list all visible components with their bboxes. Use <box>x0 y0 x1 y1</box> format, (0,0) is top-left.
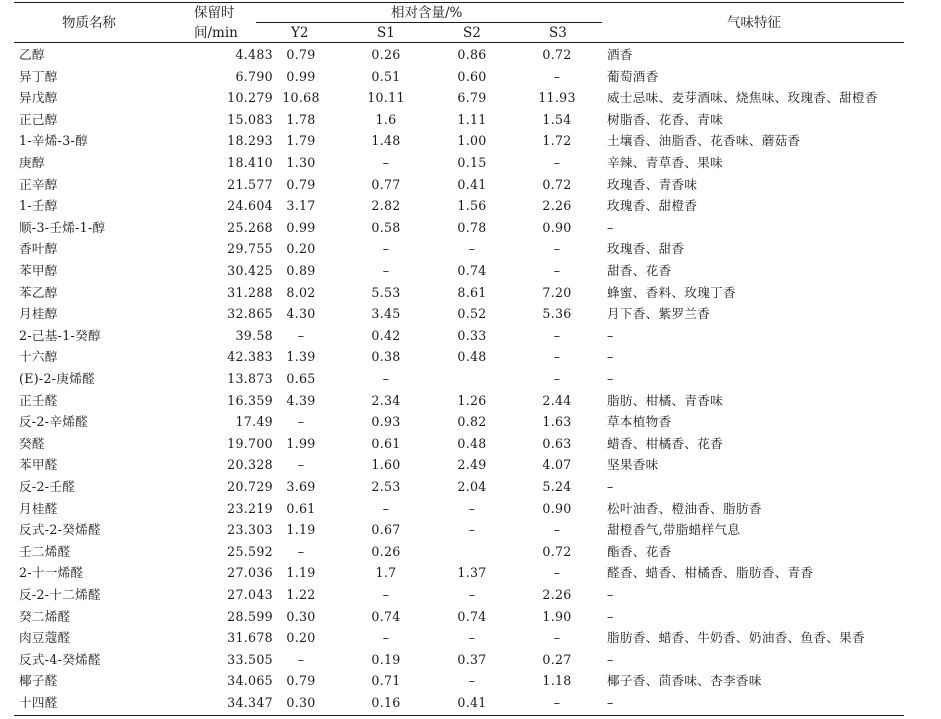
content-y2: 0.30 <box>286 695 316 710</box>
retention-time: 28.599 <box>227 608 273 624</box>
retention-time: 17.49 <box>235 414 273 430</box>
content-s1: 0.19 <box>371 651 401 667</box>
retention-time: 23.303 <box>227 522 273 538</box>
odor-description: 草本植物香 <box>607 414 672 430</box>
odor-description: 脂肪香、蜡香、牛奶香、奶油香、鱼香、果香 <box>607 630 865 646</box>
content-s1: 0.77 <box>371 176 401 192</box>
content-y2: 0.65 <box>286 371 316 386</box>
table-row <box>14 66 904 88</box>
compound-name: 癸二烯醛 <box>19 608 71 624</box>
compound-name: 十六醇 <box>19 349 58 365</box>
content-s3: 0.72 <box>542 176 572 192</box>
content-y2: 1.19 <box>286 565 316 581</box>
content-s3: 1.54 <box>542 111 572 127</box>
content-s3: 0.90 <box>542 219 572 235</box>
odor-description: – <box>607 651 614 667</box>
content-y2: 0.89 <box>286 263 316 278</box>
content-s1: 0.42 <box>371 327 401 343</box>
content-s3: 1.72 <box>542 133 572 149</box>
content-y2: 1.30 <box>286 155 316 170</box>
content-s1: – <box>382 155 390 170</box>
content-s1: 2.34 <box>371 392 401 408</box>
content-y2: 0.79 <box>286 673 316 689</box>
content-s3: – <box>553 630 561 646</box>
content-s1: 2.82 <box>371 198 401 214</box>
odor-description: 玫瑰香、甜香 <box>607 241 685 257</box>
odor-description: 酒香 <box>607 47 633 62</box>
content-y2: 0.99 <box>286 68 316 84</box>
table-row <box>14 606 904 628</box>
retention-time: 18.293 <box>227 133 273 149</box>
compound-name: (E)-2-庚烯醛 <box>19 371 96 386</box>
retention-time: 18.410 <box>227 155 273 170</box>
content-s2: 1.11 <box>457 111 487 127</box>
content-s2: 0.41 <box>457 695 487 710</box>
content-y2: 3.69 <box>286 479 316 494</box>
content-y2: 10.68 <box>282 90 320 106</box>
odor-description: – <box>607 219 614 235</box>
retention-time: 30.425 <box>227 263 273 278</box>
retention-time: 13.873 <box>227 371 273 386</box>
content-s2: – <box>468 522 476 538</box>
odor-description: 辛辣、青草香、果味 <box>607 155 724 170</box>
content-s1: 1.6 <box>375 111 397 127</box>
table-row <box>14 498 904 520</box>
content-s2: 0.86 <box>457 47 487 62</box>
compound-name: 反-2-十二烯醛 <box>19 587 101 602</box>
content-s3: – <box>553 241 561 257</box>
retention-time: 21.577 <box>227 176 273 192</box>
content-s1: 0.61 <box>371 435 401 451</box>
retention-time: 19.700 <box>227 435 273 451</box>
content-s3: 5.36 <box>542 306 572 322</box>
table-row <box>14 303 904 325</box>
table-row <box>14 454 904 476</box>
content-y2: – <box>297 543 305 559</box>
content-s2: 0.74 <box>457 608 487 624</box>
content-s1: – <box>382 241 390 257</box>
table-row <box>14 238 904 260</box>
content-s2 <box>432 541 512 563</box>
odor-description: 椰子香、茴香味、杏李香味 <box>607 673 762 689</box>
table-row <box>14 346 904 368</box>
content-s3: 0.72 <box>542 543 572 559</box>
content-y2: 1.78 <box>286 111 316 127</box>
odor-description: 醛香、蜡香、柑橘香、脂肪香、青香 <box>607 565 814 581</box>
content-s3: 2.26 <box>542 198 572 214</box>
header-name: 物质名称 <box>62 15 116 31</box>
compound-name: 月桂醇 <box>19 306 58 322</box>
odor-description: 葡萄酒香 <box>607 68 659 84</box>
content-s2: 0.74 <box>457 263 487 278</box>
content-y2: 0.99 <box>286 219 316 235</box>
retention-time: 20.729 <box>227 479 273 494</box>
content-s1: 2.53 <box>371 479 401 494</box>
odor-description: 松叶油香、橙油香、脂肪香 <box>607 500 762 516</box>
content-s2: 0.48 <box>457 349 487 365</box>
compound-name: 苯甲醇 <box>19 263 58 278</box>
compound-name: 2-十一烯醛 <box>19 565 84 581</box>
content-s1: 0.74 <box>371 608 401 624</box>
content-y2: 0.79 <box>286 176 316 192</box>
content-y2: 3.17 <box>286 198 316 214</box>
table-row <box>14 87 904 109</box>
content-s2: 1.00 <box>457 133 487 149</box>
table-row <box>14 476 904 498</box>
content-s3: – <box>553 565 561 581</box>
table-row <box>14 584 904 606</box>
table-row <box>14 109 904 131</box>
compound-name: 月桂醛 <box>19 500 58 516</box>
content-s3: – <box>553 349 561 365</box>
group-rule <box>256 22 602 23</box>
content-s3: 0.27 <box>542 651 572 667</box>
odor-description: – <box>607 327 614 343</box>
content-y2: 0.30 <box>286 608 316 624</box>
content-s1: 1.7 <box>375 565 397 581</box>
content-s3: – <box>553 327 561 343</box>
content-s2: 0.78 <box>457 219 487 235</box>
table-row <box>14 670 904 692</box>
content-s2: 0.82 <box>457 414 487 430</box>
content-y2: 4.39 <box>286 392 316 408</box>
content-y2: 1.39 <box>286 349 316 365</box>
header-sample-s1: S1 <box>377 25 395 41</box>
retention-time: 4.483 <box>235 47 273 62</box>
odor-description: – <box>607 695 614 710</box>
retention-time: 10.279 <box>227 90 273 106</box>
header-rt-line1: 保留时 <box>194 5 235 21</box>
odor-description: – <box>607 608 614 624</box>
table-row <box>14 130 904 152</box>
odor-description: – <box>607 479 614 494</box>
header-content-group: 相对含量/% <box>391 5 463 21</box>
content-y2: – <box>297 457 305 473</box>
compound-name: 十四醛 <box>19 695 58 710</box>
content-s3: 4.07 <box>542 457 572 473</box>
odor-description: 树脂香、花香、青味 <box>607 111 724 127</box>
content-y2: 1.19 <box>286 522 316 538</box>
content-s1: 0.67 <box>371 522 401 538</box>
header-sample-y2: Y2 <box>291 25 309 41</box>
content-s3: 0.63 <box>542 435 572 451</box>
retention-time: 16.359 <box>227 392 273 408</box>
retention-time: 32.865 <box>227 306 273 322</box>
content-s3: 0.90 <box>542 500 572 516</box>
retention-time: 39.58 <box>235 327 273 343</box>
retention-time: 24.604 <box>227 198 273 214</box>
table-row <box>14 519 904 541</box>
content-s3: – <box>553 371 561 386</box>
odor-description: 玫瑰香、甜橙香 <box>607 198 698 214</box>
table-row <box>14 692 904 714</box>
content-s3: – <box>553 695 561 710</box>
compound-name: 庚醇 <box>19 155 45 170</box>
content-s3: 11.93 <box>538 90 576 106</box>
content-y2: 1.22 <box>286 587 316 602</box>
content-s3: 2.44 <box>542 392 572 408</box>
content-s2: 0.52 <box>457 306 487 322</box>
bottom-rule <box>14 715 904 716</box>
odor-description: 蜡香、柑橘香、花香 <box>607 435 724 451</box>
content-s2: – <box>468 630 476 646</box>
top-rule <box>14 2 904 3</box>
content-s1: – <box>382 500 390 516</box>
content-s1: 0.26 <box>371 543 401 559</box>
odor-description: – <box>607 587 614 602</box>
compound-name: 正己醇 <box>19 111 58 127</box>
content-s2: 0.33 <box>457 327 487 343</box>
table-row <box>14 174 904 196</box>
compound-name: 正辛醇 <box>19 176 58 192</box>
compound-name: 异丁醇 <box>19 68 58 84</box>
retention-time: 25.592 <box>227 543 273 559</box>
content-s1: 0.26 <box>371 47 401 62</box>
compound-name: 反-2-辛烯醛 <box>19 414 88 430</box>
table-row <box>14 260 904 282</box>
content-s3: – <box>553 263 561 278</box>
odor-description: – <box>607 349 614 365</box>
content-s3: 1.18 <box>542 673 572 689</box>
table-row <box>14 368 904 390</box>
header-rule <box>14 42 904 43</box>
table-row <box>14 562 904 584</box>
content-s1: – <box>382 263 390 278</box>
compound-name: 癸醛 <box>19 435 45 451</box>
table-row <box>14 433 904 455</box>
compound-name: 正壬醛 <box>19 392 58 408</box>
table-row <box>14 541 904 563</box>
compound-name: 2-己基-1-癸醇 <box>19 327 101 343</box>
content-y2: 0.61 <box>286 500 316 516</box>
table-row <box>14 195 904 217</box>
content-s2 <box>432 368 512 390</box>
content-s2: – <box>468 241 476 257</box>
content-y2: 0.79 <box>286 47 316 62</box>
table-row <box>14 152 904 174</box>
content-s2: 1.56 <box>457 198 487 214</box>
table-row <box>14 217 904 239</box>
content-s1: 0.51 <box>371 68 401 84</box>
table-row <box>14 411 904 433</box>
compound-name: 椰子醛 <box>19 673 58 689</box>
retention-time: 23.219 <box>227 500 273 516</box>
content-s2: 0.60 <box>457 68 487 84</box>
odor-description: 甜橙香气,带脂蜡样气息 <box>607 522 741 538</box>
compound-name: 香叶醇 <box>19 241 58 257</box>
compound-name: 反式-4-癸烯醛 <box>19 651 101 667</box>
retention-time: 20.328 <box>227 457 273 473</box>
content-s3: 2.26 <box>542 587 572 602</box>
header-odor: 气味特征 <box>727 15 781 31</box>
content-s2: 0.48 <box>457 435 487 451</box>
content-y2: 4.30 <box>286 306 316 322</box>
retention-time: 25.268 <box>227 219 273 235</box>
content-y2: – <box>297 327 305 343</box>
content-s1: 0.38 <box>371 349 401 365</box>
table-row <box>14 649 904 671</box>
content-s2: – <box>468 673 476 689</box>
content-s1: 0.58 <box>371 219 401 235</box>
header-rt-line2: 间/min <box>194 25 238 41</box>
odor-description: 土壤香、油脂香、花香味、蘑菇香 <box>607 133 801 149</box>
content-s2: 6.79 <box>457 90 487 106</box>
content-s3: – <box>553 155 561 170</box>
odor-description: 坚果香味 <box>607 457 659 473</box>
header-sample-s3: S3 <box>549 25 567 41</box>
content-y2: 1.99 <box>286 435 316 451</box>
retention-time: 15.083 <box>227 111 273 127</box>
content-s2: – <box>468 500 476 516</box>
odor-description: – <box>607 371 614 386</box>
content-s2: 1.26 <box>457 392 487 408</box>
retention-time: 34.347 <box>227 695 273 710</box>
compound-name: 乙醇 <box>19 47 45 62</box>
content-y2: 0.20 <box>286 630 316 646</box>
odor-description: 甜香、花香 <box>607 263 672 278</box>
content-y2: 1.79 <box>286 133 316 149</box>
content-s2: 0.37 <box>457 651 487 667</box>
content-y2: – <box>297 414 305 430</box>
retention-time: 31.678 <box>227 630 273 646</box>
content-s3: 7.20 <box>542 284 572 300</box>
compound-name: 反式-2-癸烯醛 <box>19 522 101 538</box>
retention-time: 6.790 <box>235 68 273 84</box>
content-s1: 0.71 <box>371 673 401 689</box>
content-y2: 0.20 <box>286 241 316 257</box>
odor-description: 玫瑰香、青香味 <box>607 176 698 192</box>
compound-name: 顺-3-壬烯-1-醇 <box>19 219 106 235</box>
content-s3: 1.90 <box>542 608 572 624</box>
content-s1: – <box>382 371 390 386</box>
header-sample-s2: S2 <box>463 25 481 41</box>
content-s1: 10.11 <box>367 90 405 106</box>
retention-time: 29.755 <box>227 241 273 257</box>
retention-time: 34.065 <box>227 673 273 689</box>
content-s2: – <box>468 587 476 602</box>
content-s2: 2.04 <box>457 479 487 494</box>
compound-name: 1-壬醇 <box>19 198 58 214</box>
compound-name: 1-辛烯-3-醇 <box>19 133 88 149</box>
content-s2: 8.61 <box>457 284 487 300</box>
content-s2: 0.41 <box>457 176 487 192</box>
content-s3: 0.72 <box>542 47 572 62</box>
content-s3: 1.63 <box>542 414 572 430</box>
odor-description: 蜂蜜、香料、玫瑰丁香 <box>607 284 736 300</box>
content-s1: 1.48 <box>371 133 401 149</box>
compound-name: 异戊醇 <box>19 90 58 106</box>
content-s1: 1.60 <box>371 457 401 473</box>
content-s1: 5.53 <box>371 284 401 300</box>
retention-time: 42.383 <box>227 349 273 365</box>
content-s1: 0.16 <box>371 695 401 710</box>
odor-description: 脂肪、柑橘、青香味 <box>607 392 724 408</box>
content-s3: – <box>553 522 561 538</box>
retention-time: 27.043 <box>227 587 273 602</box>
table-row <box>14 325 904 347</box>
content-s3: 5.24 <box>542 479 572 494</box>
content-y2: 8.02 <box>286 284 316 300</box>
content-s1: – <box>382 587 390 602</box>
odor-description: 酯香、花香 <box>607 543 672 559</box>
table-row <box>14 390 904 412</box>
compound-name: 苯乙醇 <box>19 284 58 300</box>
odor-description: 月下香、紫罗兰香 <box>607 306 711 322</box>
content-s2: 0.15 <box>457 155 487 170</box>
content-s2: 2.49 <box>457 457 487 473</box>
compound-name: 反-2-壬醛 <box>19 479 76 494</box>
content-y2: – <box>297 651 305 667</box>
retention-time: 31.288 <box>227 284 273 300</box>
content-s1: 0.93 <box>371 414 401 430</box>
table-row <box>14 282 904 304</box>
odor-description: 威士忌味、麦芽酒味、烧焦味、玫瑰香、甜橙香 <box>607 90 878 106</box>
content-s1: – <box>382 630 390 646</box>
table-row <box>14 627 904 649</box>
retention-time: 33.505 <box>227 651 273 667</box>
content-s1: 3.45 <box>371 306 401 322</box>
compound-name: 肉豆蔻醛 <box>19 630 71 646</box>
compound-name: 壬二烯醛 <box>19 543 71 559</box>
content-s2: 1.37 <box>457 565 487 581</box>
table-row <box>14 44 904 66</box>
content-s3: – <box>553 68 561 84</box>
compound-name: 苯甲醛 <box>19 457 58 473</box>
retention-time: 27.036 <box>227 565 273 581</box>
